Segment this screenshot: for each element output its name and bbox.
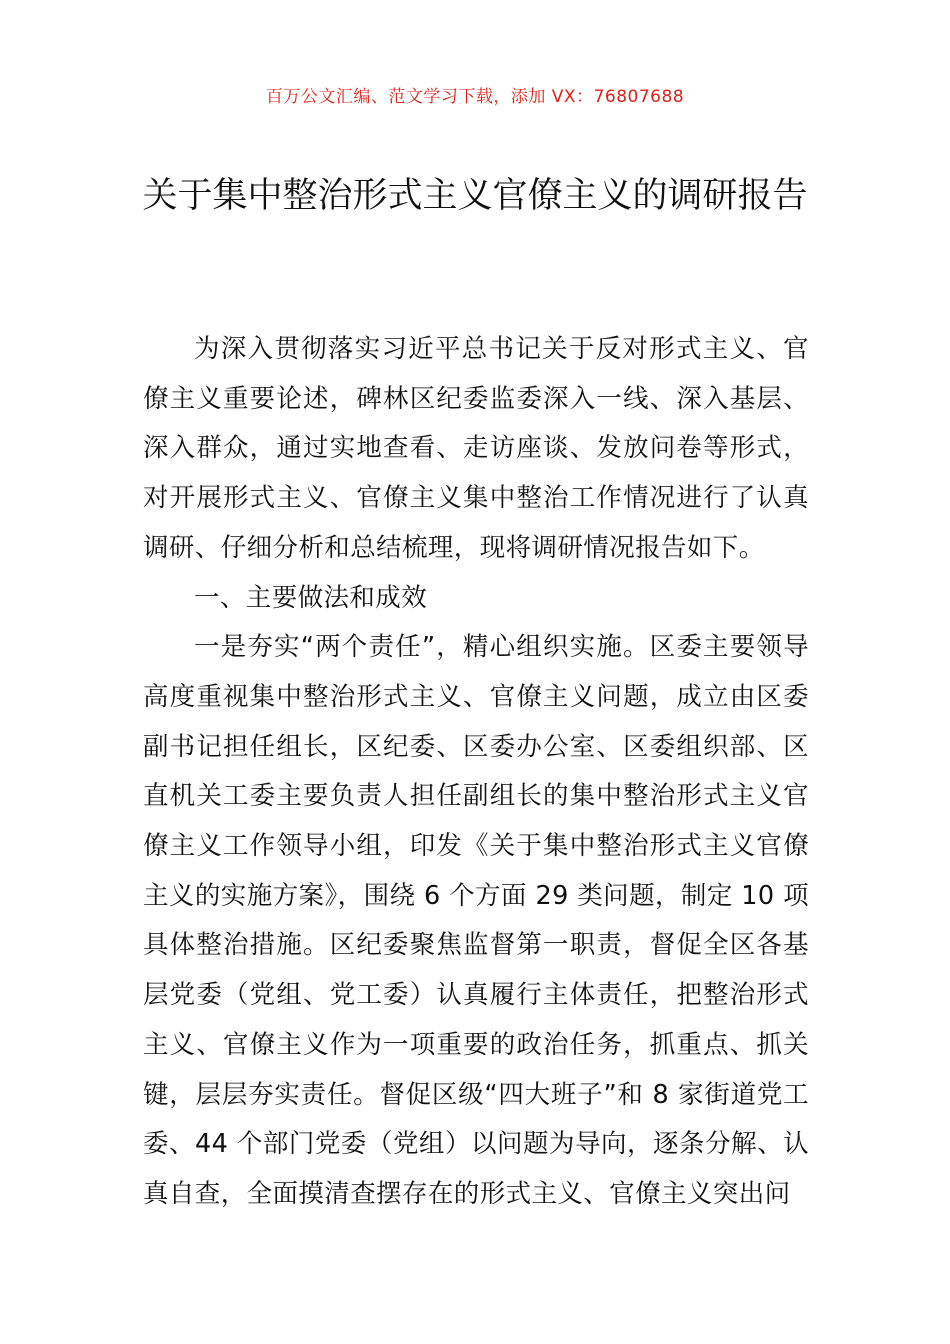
body-paragraph: 一是夯实“两个责任”，精心组织实施。区委主要领导高度重视集中整治形式主义、官僚主义问题，成立由区委副书记担任组长，区纪委、区委办公室、区委组织部、区直机关工委主要负责人担任副组长的集中整治形式主义官僚主义工作领导小组，印发《关于集中整治形式主义官僚主义的实施方案》，围绕 6 个方面 29 类问题，制定 10 项具体整治措施。区纪委聚焦监督第一职责，督促全区各基层党委（党组、党工委）认真履行主体责任，把整治形式主义、官僚主义作为一项重要的政治任务，抓重点、抓关键，层层夯实责任。督促区级“四大班子”和 8 家街道党工委、44 个部门党委（党组）以问题为导向，逐条分解、认真自查，全面摸清查摆存在的形式主义、官僚主义突出问: [143, 632, 809, 1209]
document-title: 关于集中整治形式主义官僚主义的调研报告: [142, 176, 808, 216]
document-body: [143, 325, 809, 1220]
section-heading: 一、主要做法和成效: [194, 582, 428, 613]
intro-paragraph: 为深入贯彻落实习近平总书记关于反对形式主义、官僚主义重要论述，碑林区纪委监委深入一线、深入基层、深入群众，通过实地查看、走访座谈、发放问卷等形式，对开展形式主义、官僚主义集中整治工作情况进行了认真调研、仔细分析和总结梳理，现将调研情况报告如下。: [143, 334, 809, 563]
promo-banner: 百万公文汇编、范文学习下载，添加 VX：76807688: [265, 87, 685, 107]
